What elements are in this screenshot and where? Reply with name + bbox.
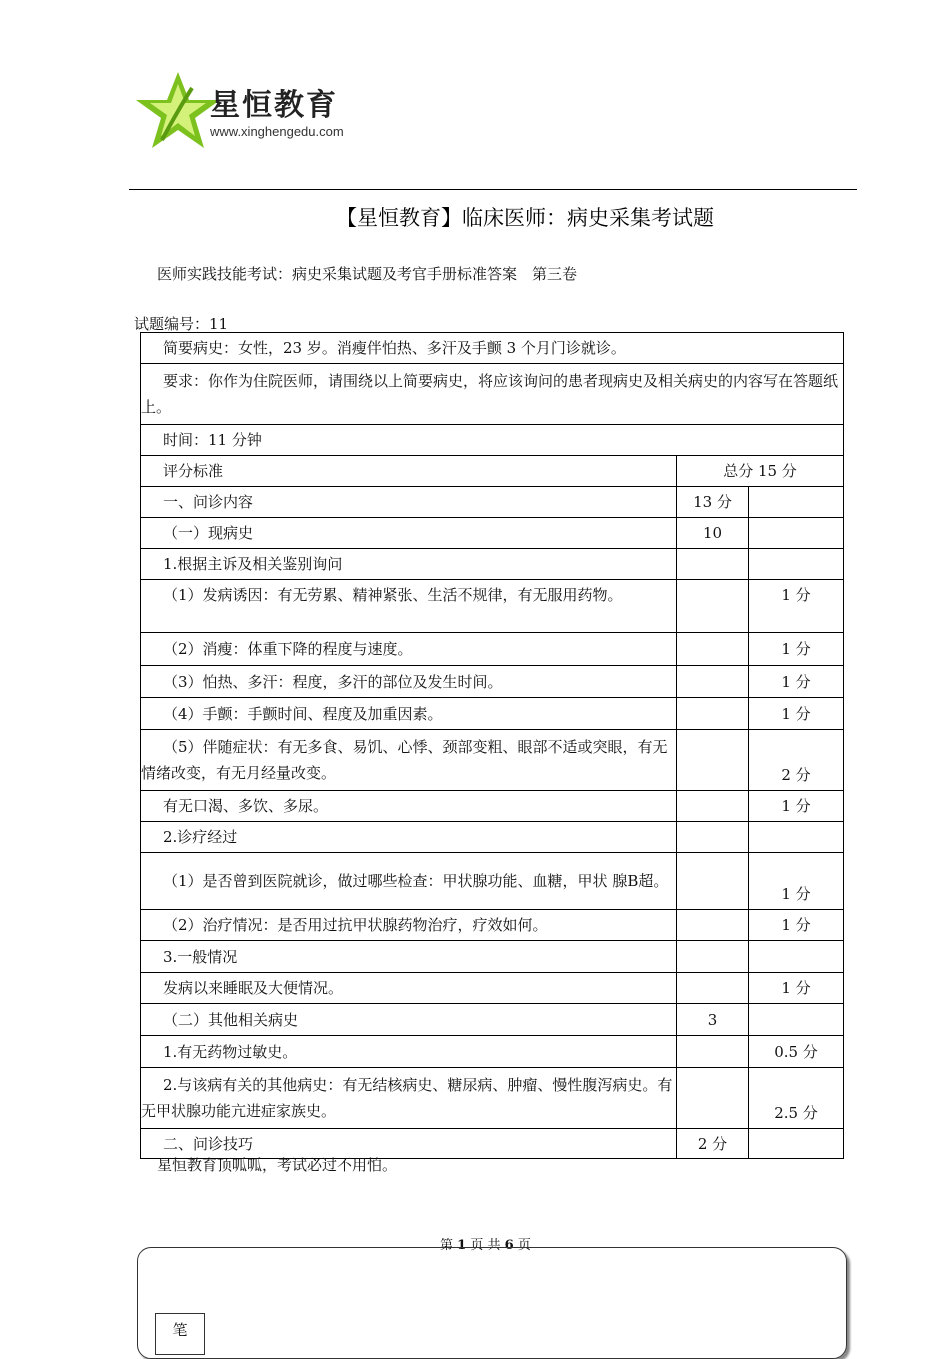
row-item: （3）怕热、多汗：程度，多汗的部位及发生时间。 [141,666,677,698]
row-subtotal [677,633,749,666]
row-item: 1.根据主诉及相关鉴别询问 [141,549,677,580]
row-score [749,1004,844,1036]
table-row [141,633,844,666]
row-score: 2 分 [749,730,844,791]
table-row [141,518,844,549]
row-subtotal [677,549,749,580]
row-item: 2.与该病有关的其他病史：有无结核病史、糖尿病、肿瘤、慢性腹泻病史。有无甲状腺功能亢进症家族史。 [141,1068,677,1129]
brief-history: 简要病史：女性，23 岁。消瘦伴怕热、多汗及手颤 3 个月门诊就诊。 [141,333,844,364]
row-score: 1 分 [749,666,844,698]
table-row [141,910,844,941]
row-item: （一）现病史 [141,518,677,549]
question-number: 试题编号：11 [134,315,229,333]
pager-current: 1 [457,1238,467,1253]
row-score [749,1129,844,1159]
table-row [141,666,844,698]
row-subtotal [677,666,749,698]
table-row [141,973,844,1004]
table-row [141,1068,844,1129]
row-item: （5）伴随症状：有无多食、易饥、心悸、颈部变粗、眼部不适或突眼，有无情绪改变，有无月经量改变。 [141,730,677,791]
row-score [749,549,844,580]
row-item: 一、问诊内容 [141,487,677,518]
brand-url: www.xinghengedu.com [210,124,344,139]
row-subtotal [677,822,749,853]
table-row [141,487,844,518]
row-score: 1 分 [749,791,844,822]
row-item: 有无口渴、多饮、多尿。 [141,791,677,822]
row-subtotal [677,580,749,633]
row-item: 发病以来睡眠及大便情况。 [141,973,677,1004]
row-score: 1 分 [749,633,844,666]
row-subtotal [677,910,749,941]
requirement: 要求：你作为住院医师，请围绕以上简要病史，将应该询问的患者现病史及相关病史的内容写在答题纸上。 [141,364,844,425]
row-subtotal [677,698,749,730]
time-limit: 时间：11 分钟 [141,425,844,456]
table-row [141,698,844,730]
row-subtotal: 13 分 [677,487,749,518]
table-row [141,941,844,973]
total-score: 总分 15 分 [677,456,844,487]
row-score [749,487,844,518]
brand-name: 星恒教育 [210,88,338,123]
page-title: 【星恒教育】临床医师：病史采集考试题 [336,206,714,230]
row-item: （2）治疗情况：是否用过抗甲状腺药物治疗，疗效如何。 [141,910,677,941]
row-score [749,941,844,973]
row-subtotal [677,1068,749,1129]
table-row [141,791,844,822]
table-row [141,1036,844,1068]
footer-note: 星恒教育顶呱呱，考试必过不用怕。 [157,1156,398,1174]
page-subtitle: 医师实践技能考试：病史采集试题及考官手册标准答案 第三卷 [157,265,578,283]
row-item: 2.诊疗经过 [141,822,677,853]
row-subtotal [677,973,749,1004]
notes-tab: 笔 [155,1313,205,1355]
row-item: （2）消瘦：体重下降的程度与速度。 [141,633,677,666]
row-item: （1）发病诱因：有无劳累、精神紧张、生活不规律，有无服用药物。 [141,580,677,633]
row-subtotal [677,730,749,791]
row-subtotal [677,941,749,973]
row-subtotal: 3 [677,1004,749,1036]
row-score: 1 分 [749,910,844,941]
criteria-label: 评分标准 [141,456,677,487]
table-row [141,580,844,633]
row-item: 3.一般情况 [141,941,677,973]
table-row [141,822,844,853]
row-item: （二）其他相关病史 [141,1004,677,1036]
pager-prefix: 第 [440,1238,454,1253]
pager-suffix: 页 [517,1238,531,1253]
row-score: 1 分 [749,580,844,633]
row-score: 1 分 [749,698,844,730]
row-subtotal: 10 [677,518,749,549]
row-score: 1 分 [749,853,844,910]
row-subtotal [677,853,749,910]
row-subtotal [677,1036,749,1068]
row-score [749,822,844,853]
table-row [141,853,844,910]
row-score: 0.5 分 [749,1036,844,1068]
row-score [749,518,844,549]
table-row [141,549,844,580]
row-item: （4）手颤：手颤时间、程度及加重因素。 [141,698,677,730]
row-item: 二、问诊技巧 [141,1129,677,1159]
row-score: 2.5 分 [749,1068,844,1129]
table-row [141,730,844,791]
row-score: 1 分 [749,973,844,1004]
row-subtotal: 2 分 [677,1129,749,1159]
pager-total: 6 [504,1238,514,1253]
pager-middle: 页 共 [470,1238,501,1253]
notes-box [137,1247,847,1359]
scoring-table [140,332,844,1159]
header-divider [129,189,857,190]
table-row [141,1004,844,1036]
row-item: （1）是否曾到医院就诊，做过哪些检查：甲状腺功能、血糖，甲状 腺B超。 [141,853,677,910]
row-item: 1.有无药物过敏史。 [141,1036,677,1068]
row-subtotal [677,791,749,822]
